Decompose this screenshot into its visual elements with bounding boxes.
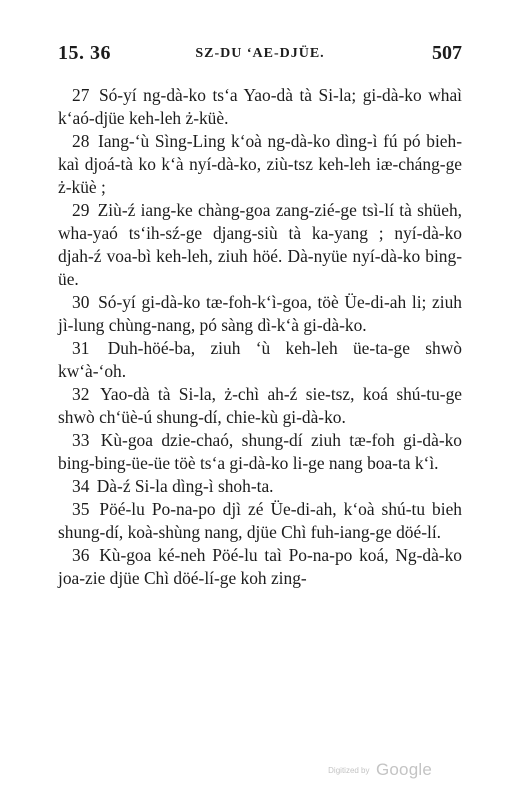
verse-number: 28 — [72, 131, 90, 151]
page-number: 507 — [432, 42, 462, 64]
verse-number: 32 — [72, 384, 90, 404]
verse-number: 34 — [72, 476, 90, 496]
verse-text: Yao-dà tà Si-la, ż-chì ah-ź sie-tsz, koá shú-tu-ge shwò ch‘üè-ú shung-dí, chie-kù gi-dà-ko. — [58, 384, 462, 427]
verse-number: 33 — [72, 430, 90, 450]
verse-text: Só-yí gi-dà-ko tæ-foh-k‘ì-goa, töè Üe-di-ah li; ziuh jì-lung chùng-nang, pó sàng dì-k‘à gi-dà-ko. — [58, 292, 462, 335]
watermark-prefix: Digitized by — [328, 766, 370, 775]
verse-number: 35 — [72, 499, 90, 519]
page-body — [58, 84, 462, 590]
verse-paragraph — [58, 544, 462, 590]
verse-text: Kù-goa ké-neh Pöé-lu taì Po-na-po koá, Ng-dà-ko joa-zie djüe Chì döé-lí-ge koh zing- — [58, 545, 462, 588]
verse-number: 31 — [72, 338, 90, 358]
verse-text: Kù-goa dzie-chaó, shung-dí ziuh tæ-foh gi-dà-ko bing-bing-üe-üe töè ts‘a gi-dà-ko li-ge nang boa-ta k‘ì. — [58, 430, 462, 473]
verse-text: Só-yí ng-dà-ko ts‘a Yao-dà tà Si-la; gi-dà-ko whaì k‘aó-djüe keh-leh ż-küè. — [58, 85, 462, 128]
verse-paragraph — [58, 199, 462, 291]
verse-paragraph — [58, 498, 462, 544]
verse-paragraph — [58, 383, 462, 429]
verse-text: Duh-höé-ba, ziuh ‘ù keh-leh üe-ta-ge shwò kw‘à-‘oh. — [58, 338, 462, 381]
google-logo: Google — [375, 760, 432, 779]
verse-number: 29 — [72, 200, 90, 220]
verse-paragraph — [58, 130, 462, 199]
verse-paragraph — [58, 291, 462, 337]
verse-number: 27 — [72, 85, 90, 105]
verse-paragraph — [58, 84, 462, 130]
verse-paragraph — [58, 429, 462, 475]
running-title: SZ-DU ‘AE-DJÜE. — [195, 46, 325, 61]
verse-text: Iang-‘ù Sìng-Ling k‘oà ng-dà-ko dìng-ì fú pó bieh-kaì djoá-tà ko k‘à nyí-dà-ko, ziù-tsz keh-leh iæ-cháng-ge ż-küè ; — [58, 131, 462, 197]
digitized-watermark — [328, 760, 432, 780]
verse-paragraph — [58, 475, 462, 498]
verse-text: Ziù-ź iang-ke chàng-goa zang-zié-ge tsì-lí tà shüeh, wha-yaó ts‘ih-sź-ge djang-siù tà ka-yang ; nyí-dà-ko djah-ź voa-bì keh-leh, ziuh höé. Dà-nyüe nyí-dà-ko bing-üe. — [58, 200, 462, 289]
verse-number: 36 — [72, 545, 90, 565]
running-header — [58, 42, 462, 66]
verse-text: Dà-ź Si-la dìng-ì shoh-ta. — [96, 476, 274, 496]
chapter-verse-ref: 15. 36 — [58, 42, 111, 64]
verse-text: Pöé-lu Po-na-po djì zé Üe-di-ah, k‘oà shú-tu bieh shung-dí, koà-shùng nang, djüe Chì fuh-iang-ge döé-lí. — [58, 499, 462, 542]
verse-paragraph — [58, 337, 462, 383]
verse-number: 30 — [72, 292, 90, 312]
